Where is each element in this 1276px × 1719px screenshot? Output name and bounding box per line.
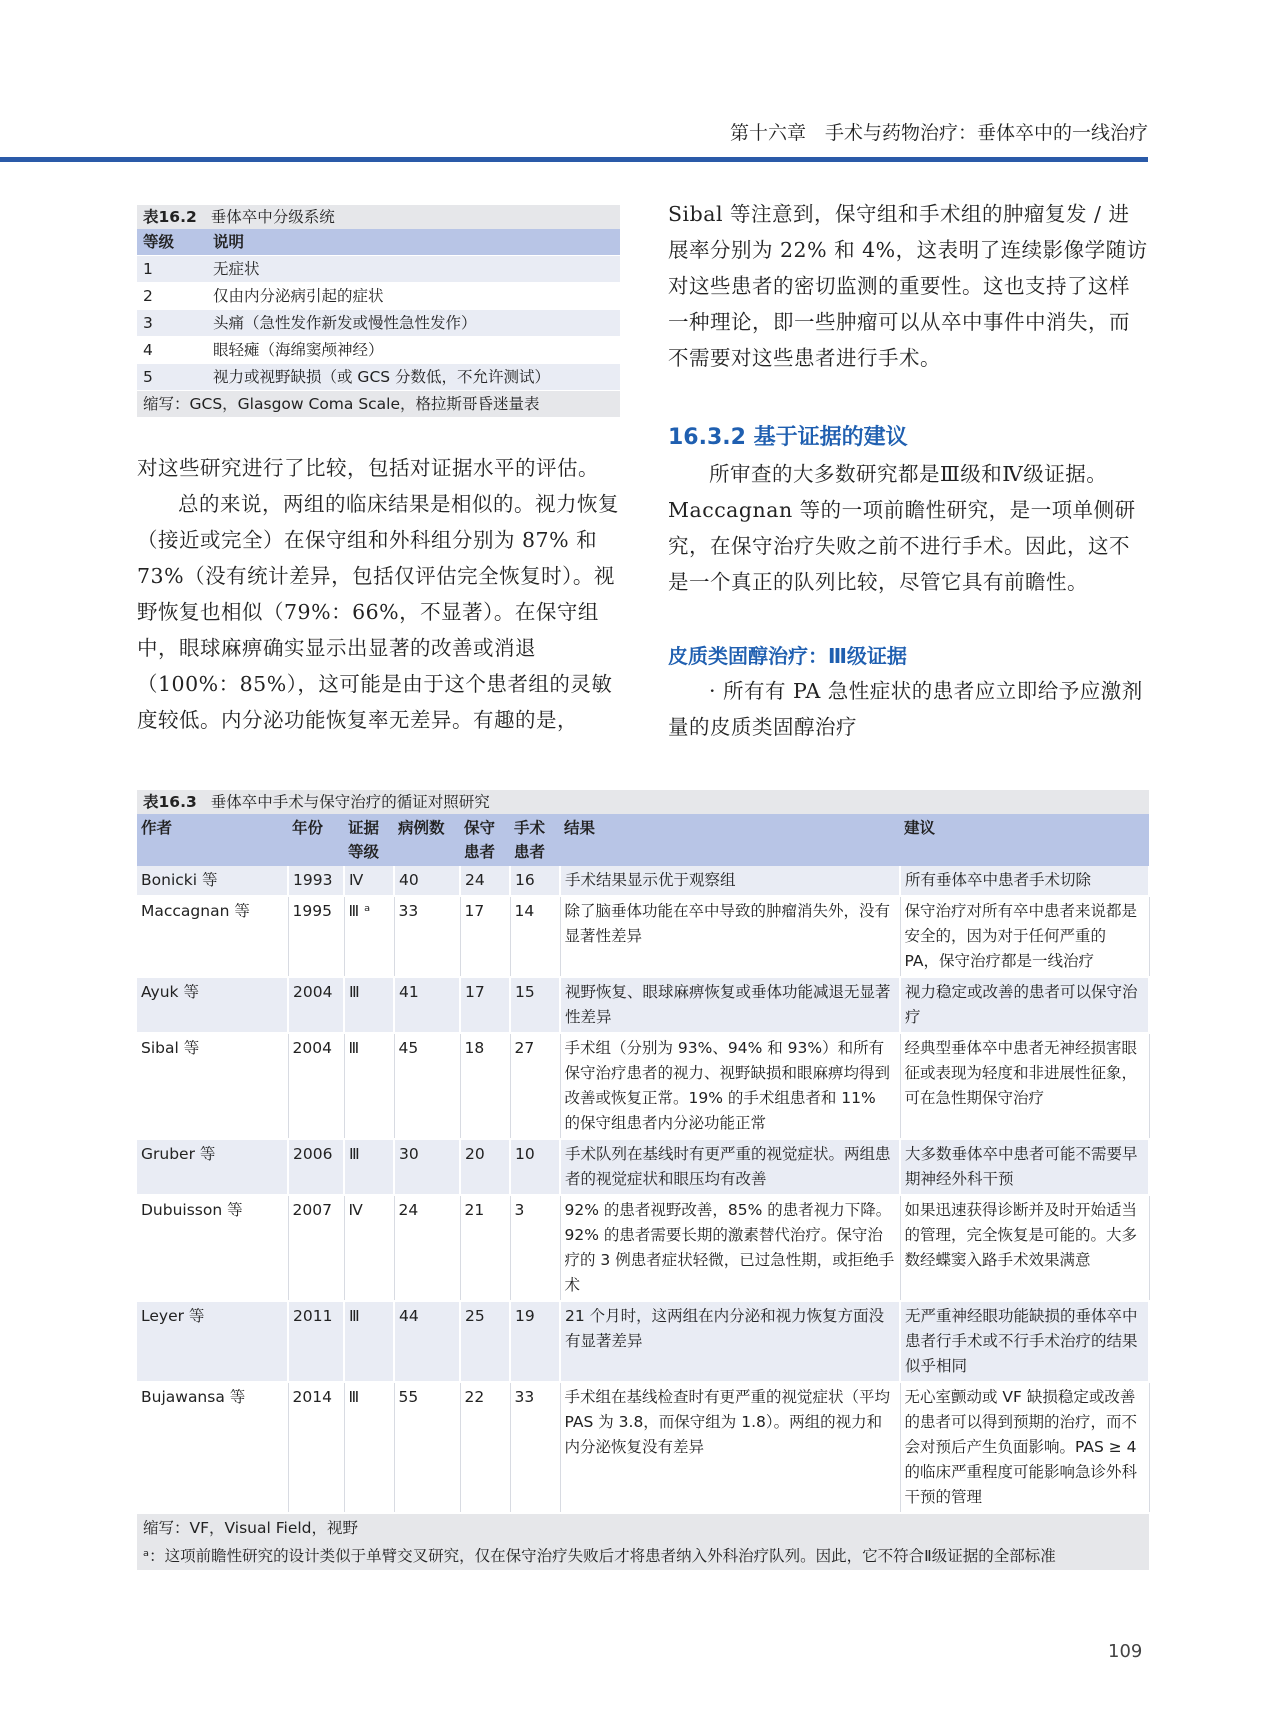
conservative-cell: 22 [460, 1382, 510, 1513]
author-cell: Bujawansa 等 [137, 1382, 288, 1513]
col-evidence-header: 证据等级 [344, 814, 394, 866]
author-cell: Maccagnan 等 [137, 896, 288, 977]
surgery-cell: 3 [510, 1195, 560, 1301]
right-paragraph-2: 所审查的大多数研究都是Ⅲ级和Ⅳ级证据。Maccagnan 等的一项前瞻性研究，是一项单侧研究，在保守治疗失败之前不进行手术。因此，这不是一个真正的队列比较，尽管它具有前瞻性。 [668, 462, 1136, 594]
conservative-cell: 17 [460, 896, 510, 977]
col-surgery-header: 手术患者 [510, 814, 560, 866]
table-16-3-grid [137, 814, 1150, 1514]
desc-cell: 无症状 [213, 260, 260, 278]
result-cell: 除了脑垂体功能在卒中导致的肿瘤消失外，没有显著性差异 [560, 896, 900, 977]
recommendation-cell: 无严重神经眼功能缺损的垂体卒中患者行手术或不行手术治疗的结果似乎相同 [900, 1301, 1149, 1382]
table-16-3-caption [137, 790, 1149, 814]
left-paragraph-2: 总的来说，两组的临床结果是相似的。视力恢复（接近或完全）在保守组和外科组分别为 87% 和 73%（没有统计差异，包括仅评估完全恢复时）。视野恢复也相似（79%：66%，不显著）。在保守组中，眼球麻痹确实显示出显著的改善或消退（100%：85%），这可能是由于这个患者组的灵敏度较低。内分泌功能恢复率无差异。有趣的是， [137, 492, 619, 732]
recommendation-cell: 经典型垂体卒中患者无神经损害眼征或表现为轻度和非进展性征象，可在急性期保守治疗 [900, 1033, 1149, 1139]
grade-cell: 2 [143, 287, 153, 305]
author-cell: Bonicki 等 [137, 866, 288, 896]
table-16-2-caption [137, 205, 620, 229]
table-row [137, 977, 1149, 1033]
year-cell: 1993 [288, 866, 344, 896]
result-cell: 92% 的患者视野改善，85% 的患者视力下降。92% 的患者需要长期的激素替代治疗。保守治疗的 3 例患者症状轻微，已过急性期，或拒绝手术 [560, 1195, 900, 1301]
desc-cell: 眼轻瘫（海绵窦颅神经） [213, 341, 384, 359]
col-result-header: 结果 [560, 814, 900, 866]
recommendation-cell: 所有垂体卒中患者手术切除 [900, 866, 1149, 896]
cases-cell: 30 [394, 1139, 460, 1195]
table-16-2-body [137, 256, 620, 391]
table-row [137, 896, 1149, 977]
year-cell: 2007 [288, 1195, 344, 1301]
surgery-cell: 14 [510, 896, 560, 977]
result-cell: 手术组（分别为 93%、94% 和 93%）和所有保守治疗患者的视力、视野缺损和眼麻痹均得到改善或恢复正常。19% 的手术组患者和 11% 的保守组患者内分泌功能正常 [560, 1033, 900, 1139]
result-cell: 手术组在基线检查时有更严重的视觉症状（平均 PAS 为 3.8，而保守组为 1.8）。两组的视力和内分泌恢复没有差异 [560, 1382, 900, 1513]
table-row [137, 337, 620, 364]
desc-cell: 头痛（急性发作新发或慢性急性发作） [213, 314, 477, 332]
author-cell: Dubuisson 等 [137, 1195, 288, 1301]
table-row [137, 310, 620, 337]
result-cell: 视野恢复、眼球麻痹恢复或垂体功能减退无显著性差异 [560, 977, 900, 1033]
author-cell: Ayuk 等 [137, 977, 288, 1033]
year-cell: 2014 [288, 1382, 344, 1513]
evidence-cell: Ⅳ [344, 866, 394, 896]
col-conservative-header: 保守患者 [460, 814, 510, 866]
cases-cell: 40 [394, 866, 460, 896]
table-row [137, 1033, 1149, 1139]
cases-cell: 55 [394, 1382, 460, 1513]
table-row [137, 1382, 1149, 1513]
table-16-3-footnote-a: ᵃ：这项前瞻性研究的设计类似于单臂交叉研究，仅在保守治疗失败后才将患者纳入外科治疗队列。因此，它不符合Ⅱ级证据的全部标准 [137, 1542, 1149, 1570]
table-16-2-header [137, 229, 620, 256]
bullet-item: · 所有有 PA 急性症状的患者应立即给予应激剂量的皮质类固醇治疗 [668, 679, 1143, 739]
surgery-cell: 10 [510, 1139, 560, 1195]
desc-cell: 仅由内分泌病引起的症状 [213, 287, 384, 305]
surgery-cell: 15 [510, 977, 560, 1033]
table-row [137, 1301, 1149, 1382]
recommendation-cell: 视力稳定或改善的患者可以保守治疗 [900, 977, 1149, 1033]
col-recommendation-header: 建议 [900, 814, 1149, 866]
recommendation-cell: 如果迅速获得诊断并及时开始适当的管理，完全恢复是可能的。大多数经蝶窦入路手术效果满意 [900, 1195, 1149, 1301]
result-cell: 手术结果显示优于观察组 [560, 866, 900, 896]
col-author-header: 作者 [137, 814, 288, 866]
evidence-cell: Ⅲ ᵃ [344, 896, 394, 977]
evidence-cell: Ⅲ [344, 1301, 394, 1382]
surgery-cell: 27 [510, 1033, 560, 1139]
year-cell: 2004 [288, 1033, 344, 1139]
table-16-3 [137, 790, 1149, 1570]
running-header: 第十六章 手术与药物治疗：垂体卒中的一线治疗 [729, 122, 1148, 144]
surgery-cell: 16 [510, 866, 560, 896]
conservative-cell: 18 [460, 1033, 510, 1139]
table-row [137, 866, 1149, 896]
desc-cell: 视力或视野缺损（或 GCS 分数低，不允许测试） [213, 368, 551, 386]
left-column-text [137, 450, 622, 738]
col-cases-header: 病例数 [394, 814, 460, 866]
conservative-cell: 21 [460, 1195, 510, 1301]
cases-cell: 44 [394, 1301, 460, 1382]
author-cell: Gruber 等 [137, 1139, 288, 1195]
surgery-cell: 19 [510, 1301, 560, 1382]
conservative-cell: 24 [460, 866, 510, 896]
evidence-cell: Ⅳ [344, 1195, 394, 1301]
table-row [137, 1139, 1149, 1195]
sub-heading: 皮质类固醇治疗：Ⅲ级证据 [668, 644, 907, 668]
col-year-header: 年份 [288, 814, 344, 866]
grade-cell: 1 [143, 260, 153, 278]
evidence-cell: Ⅲ [344, 1033, 394, 1139]
year-cell: 2006 [288, 1139, 344, 1195]
table-16-2-footnote: 缩写：GCS，Glasgow Coma Scale，格拉斯哥昏迷量表 [137, 391, 620, 417]
cases-cell: 33 [394, 896, 460, 977]
cases-cell: 41 [394, 977, 460, 1033]
conservative-cell: 17 [460, 977, 510, 1033]
recommendation-cell: 无心室颤动或 VF 缺损稳定或改善的患者可以得到预期的治疗，而不会对预后产生负面影响。PAS ≥ 4 的临床严重程度可能影响急诊外科干预的管理 [900, 1382, 1149, 1513]
table-16-3-label: 表16.3 [143, 793, 197, 811]
conservative-cell: 25 [460, 1301, 510, 1382]
header-rule [0, 157, 1148, 162]
right-paragraph-1: Sibal 等注意到，保守组和手术组的肿瘤复发 / 进展率分别为 22% 和 4%，这表明了连续影像学随访对这些患者的密切监测的重要性。这也支持了这样一种理论，即一些肿瘤可以从卒中事件中消失，而不需要对这些患者进行手术。 [668, 202, 1148, 370]
grade-cell: 4 [143, 341, 153, 359]
col-grade-header: 等级 [143, 233, 175, 251]
evidence-cell: Ⅲ [344, 977, 394, 1033]
table-16-2-title: 垂体卒中分级系统 [210, 208, 335, 226]
left-paragraph-1: 对这些研究进行了比较，包括对证据水平的评估。 [137, 456, 599, 480]
table-16-2 [137, 205, 620, 417]
evidence-cell: Ⅲ [344, 1382, 394, 1513]
table-row [137, 283, 620, 310]
evidence-cell: Ⅲ [344, 1139, 394, 1195]
year-cell: 2011 [288, 1301, 344, 1382]
author-cell: Sibal 等 [137, 1033, 288, 1139]
recommendation-cell: 大多数垂体卒中患者可能不需要早期神经外科干预 [900, 1139, 1149, 1195]
grade-cell: 3 [143, 314, 153, 332]
section-heading: 16.3.2 基于证据的建议 [668, 425, 908, 450]
cases-cell: 45 [394, 1033, 460, 1139]
table-row [137, 364, 620, 391]
table-row [137, 1195, 1149, 1301]
surgery-cell: 33 [510, 1382, 560, 1513]
table-16-3-header [137, 814, 1149, 866]
table-16-3-title: 垂体卒中手术与保守治疗的循证对照研究 [210, 793, 490, 811]
cases-cell: 24 [394, 1195, 460, 1301]
year-cell: 1995 [288, 896, 344, 977]
col-desc-header: 说明 [213, 233, 245, 251]
year-cell: 2004 [288, 977, 344, 1033]
result-cell: 手术队列在基线时有更严重的视觉症状。两组患者的视觉症状和眼压均有改善 [560, 1139, 900, 1195]
table-16-2-label: 表16.2 [143, 208, 197, 226]
result-cell: 21 个月时，这两组在内分泌和视力恢复方面没有显著差异 [560, 1301, 900, 1382]
table-16-3-footnote-abbrev: 缩写：VF，Visual Field，视野 [137, 1514, 1149, 1542]
table-row [137, 256, 620, 283]
author-cell: Leyer 等 [137, 1301, 288, 1382]
grade-cell: 5 [143, 368, 153, 386]
conservative-cell: 20 [460, 1139, 510, 1195]
recommendation-cell: 保守治疗对所有卒中患者来说都是安全的，因为对于任何严重的 PA，保守治疗都是一线治疗 [900, 896, 1149, 977]
page-number: 109 [1108, 1641, 1143, 1662]
